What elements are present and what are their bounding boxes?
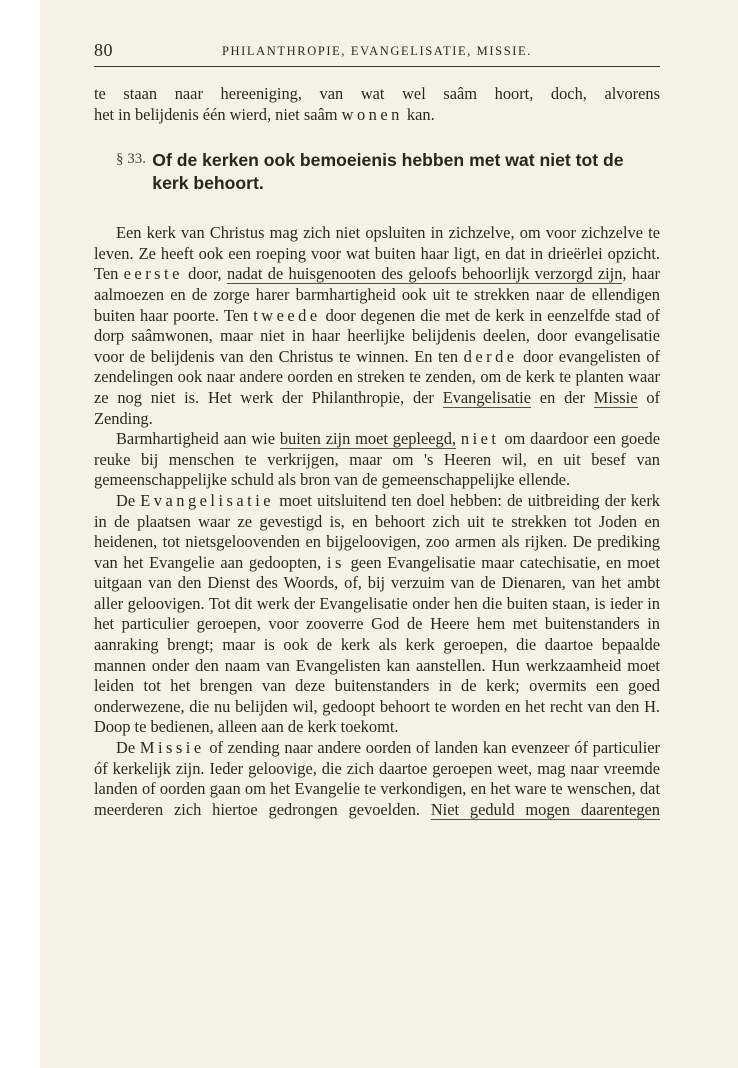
text-run: door degenen die met de kerk in eenzelfde stad of dorp saâmwonen, maar niet in haar heerlijke belijdenis deelen, door evangelisatie voor de belijdenis van den Christus te winnen. En ten	[94, 305, 661, 366]
underlined-text: Evangelisatie	[442, 387, 531, 407]
intro-line: te staan naar hereeniging, van wat wel saâm hoort, doch, alvorens	[94, 84, 660, 103]
spaced-word: eerste	[123, 264, 183, 284]
text-run: door evangelisten of zendelingen ook naar andere oorden en streken te zenden, om de kerk te planten waar ze nog niet is. Het werk der Philanthropie, der	[94, 346, 660, 407]
underlined-text: buiten zijn moet gepleegd,	[279, 429, 457, 449]
intro-line	[94, 105, 660, 126]
text-run: het in belijdenis één wierd, niet saâm	[94, 104, 342, 124]
paragraph-2	[94, 429, 660, 491]
spaced-word: Missie	[139, 738, 205, 758]
spaced-word: derde	[463, 346, 518, 366]
paragraph-1	[94, 223, 660, 429]
text-run: door,	[182, 264, 227, 284]
scan-margin	[0, 0, 40, 1068]
body-text	[94, 84, 660, 820]
underlined-text: nadat de huisgenooten des geloofs behoorlijk verzorgd zijn	[226, 264, 623, 284]
text-run: geen Evangelisatie maar catechisatie, en moet uitgaan van den Dienst des Woords, of, bij verzuim van de Dienaren, van het ambt aller geloovigen. Tot dit werk der Evangelisatie onder hen die buiten staan, is ieder in het particulier geroepen, voor zooverre God de Heere hem met buitenstanders in aanraking brengt; maar is ook de kerk als kerk geroepen, die daartoe bepaalde mannen onder den naam van Evangelisten kan aanstellen. Hun werkzaamheid moet leiden tot het brengen van deze buitenstanders in de kerk; overmits een goed onderwezene, die nu belijden wil, gedoopt behoort te worden en het recht van den H. Doop te bedienen, alleen aan de kerk toekomt.	[94, 552, 660, 737]
text-run: , haar aalmoezen en de zorge harer barmhartigheid ook uit te strekken naar de ellendigen buiten haar poorte. Ten	[94, 264, 661, 325]
text-run: Een kerk van Christus mag zich niet opsluiten in zichzelve, om voor zichzelve te leven. Ze heeft ook een roeping voor wat buiten haar ligt, en dat in drieërlei opzicht. Ten	[94, 223, 660, 284]
section-title: Of de kerken ook bemoeienis hebben met wat niet tot de kerk behoort.	[152, 150, 624, 194]
header-rule	[94, 66, 660, 67]
spaced-word: niet	[460, 429, 500, 449]
text-run: Barmhartigheid aan wie	[116, 429, 280, 449]
section-heading	[116, 149, 660, 195]
page-number: 80	[94, 40, 113, 60]
spaced-word: tweede	[253, 305, 321, 325]
page-header	[94, 40, 660, 62]
text-run: De	[116, 738, 140, 758]
text-run: om daardoor een goede reuke bij menschen te verkrijgen, maar om 's Heeren wil, en uit besef van gemeenschappelijke schuld als bron van de gemeenschappelijke ellende.	[94, 429, 660, 490]
spaced-word: Evangelisatie	[140, 490, 275, 510]
underlined-text: Niet geduld mogen daarentegen	[430, 799, 660, 819]
text-run: De	[116, 490, 141, 510]
text-run: moet uitsluitend ten doel hebben: de uitbreiding der kerk in de plaatsen waar ze gevestigd is, en behoort zich uit te strekken tot Joden en heidenen, tot nietsgeloovenden en bijgeloovigen, zoo armen als rijken. De prediking van het Evangelie aan gedoopten,	[94, 490, 660, 572]
paragraph-4	[94, 738, 660, 820]
underlined-text: Missie	[593, 387, 638, 407]
spaced-word: wonen	[341, 104, 403, 124]
section-number: § 33.	[116, 151, 146, 168]
text-run: en der	[530, 387, 594, 407]
spaced-word: is	[326, 552, 345, 572]
text-run: of zending naar andere oorden of landen kan evenzeer óf particulier óf kerkelijk zijn. Ieder geloovige, die zich daartoe geroepen weet, mag naar vreemde landen of oorden gaan om het Evangelie te verkondigen, en het ware te wenschen, dat meerderen zich hiertoe gedrongen gevoelden.	[94, 738, 660, 819]
text-run: kan.	[402, 104, 435, 124]
text-run: of Zending.	[94, 387, 660, 428]
running-title: PHILANTHROPIE, EVANGELISATIE, MISSIE.	[221, 44, 532, 58]
paragraph-3	[94, 491, 660, 738]
